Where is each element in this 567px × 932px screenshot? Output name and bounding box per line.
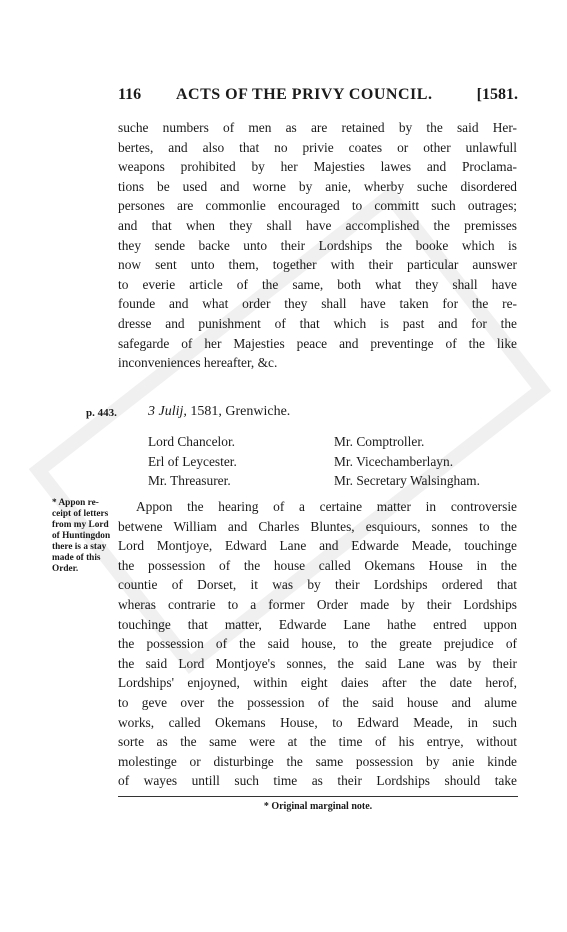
paragraph-1 [118, 118, 517, 373]
header-year: [1581. [476, 86, 518, 103]
note-line: of Huntingdon [52, 531, 111, 541]
text-line: to everie article of the same, both what they shall have [118, 276, 517, 292]
note-line: Order. [52, 564, 79, 574]
running-header [118, 86, 518, 110]
session-place: 1581, Grenwiche. [186, 404, 291, 419]
text-line: Lordships' enjoyned, within eight daies after the date herof, [118, 675, 517, 691]
session-date: 3 Julij, [148, 404, 187, 419]
text-line: betwene William and Charles Bluntes, esquiours, sonnes to the [118, 518, 517, 534]
session-dateline [148, 404, 290, 420]
text-line: dresse and punishment of that which is past and for the [118, 315, 517, 331]
text-line: sorte as the same were at the time of his entrye, without [118, 734, 517, 750]
text-line: Appon the hearing of a certaine matter in controversie [136, 499, 517, 514]
attendee: Mr. Vicechamberlayn. [334, 453, 454, 469]
text-line: the possession of the house called Okemans House in the [118, 557, 517, 573]
text-line: inconveniences hereafter, &c. [118, 355, 278, 371]
marginal-note [52, 498, 122, 575]
text-line: to geve over the possession of the said house and alume [118, 694, 517, 710]
running-title: ACTS OF THE PRIVY COUNCIL. [176, 86, 433, 103]
text-line: they sende backe unto their Lordships the booke which is [118, 237, 517, 253]
text-line: persones are commonlie encouraged to committ such outrages; [118, 198, 517, 214]
attendance-left-column [148, 432, 237, 491]
attendee: Mr. Comptroller. [334, 434, 425, 449]
text-line: weapons prohibited by her Majesties lawes and Proclama- [118, 159, 517, 175]
note-line: * Appon re- [52, 498, 99, 508]
text-line: touchinge that matter, Edwarde Lane hathe entred uppon [118, 616, 517, 632]
text-line: and that when they shall have accomplished the premisses [118, 217, 517, 233]
text-line: countie of Dorset, it was by their Lordships ordered that [118, 577, 517, 593]
note-line: made of this [52, 553, 101, 563]
attendee: Mr. Threasurer. [148, 473, 231, 488]
note-line: from my Lord [52, 520, 109, 530]
attendee: Erl of Leycester. [148, 453, 237, 469]
note-line: there is a stay [52, 542, 107, 552]
text-line: molestinge or disturbinge the same possession by anie kinde [118, 753, 517, 769]
text-line: bertes, and also that no privie coates or other unlawfull [118, 139, 517, 155]
text-line: of wayes untill such time as their Lordships should take [118, 773, 517, 789]
page-number: 116 [118, 86, 142, 103]
text-line: wheras contrarie to a former Order made by their Lordships [118, 596, 517, 612]
text-line: safegarde of her Majesties peace and preventinge of the like [118, 335, 517, 351]
footnote-rule [118, 796, 518, 797]
text-line: now sent unto them, together with their particular aunswer [118, 257, 517, 273]
text-line: works, called Okemans House, to Edward Meade, in such [118, 714, 517, 730]
footnote: * Original marginal note. [263, 801, 373, 812]
note-line: ceipt of letters [52, 509, 109, 519]
paragraph-2 [118, 497, 517, 791]
text-line: the possession of the said house, to the greate prejudice of [118, 636, 517, 652]
attendee: Mr. Secretary Walsingham. [334, 473, 480, 488]
text-line: founde and what order they shall have taken for the re- [118, 296, 517, 312]
page-reference: p. 443. [86, 407, 117, 419]
text-line: the said Lord Montjoye's sonnes, the said Lane was by their [118, 655, 517, 671]
attendee: Lord Chancelor. [148, 434, 236, 449]
text-line: tions be used and worne by anie, wherby suche disordered [118, 178, 517, 194]
attendance-right-column [334, 432, 480, 491]
text-line: suche numbers of men as are retained by the said Her- [118, 120, 517, 135]
text-line: Lord Montjoye, Edward Lane and Edwarde Meade, touchinge [118, 538, 517, 554]
